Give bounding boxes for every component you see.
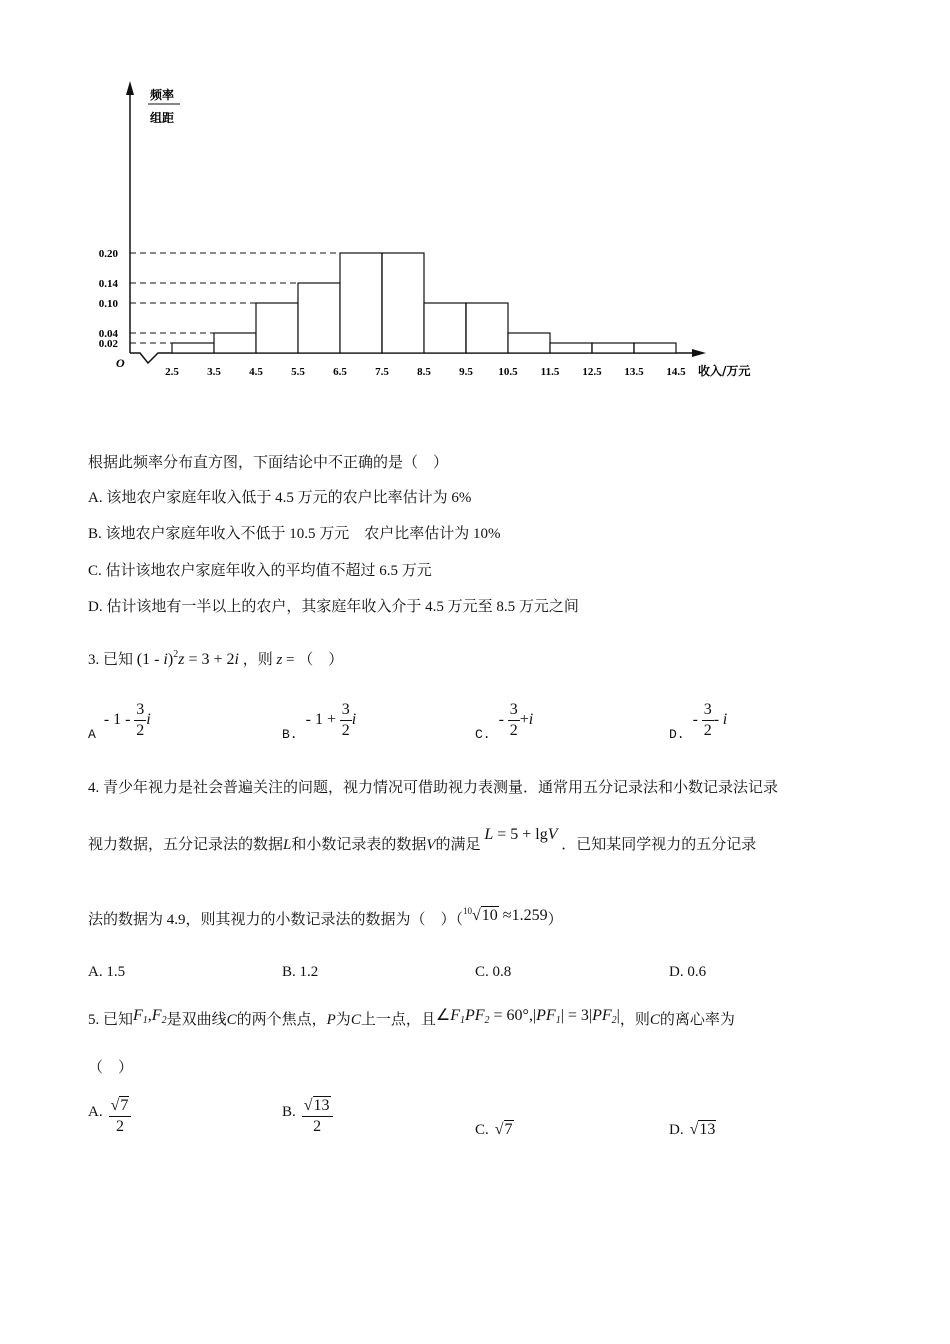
- q3-equals: = （ ）: [282, 652, 344, 668]
- q2-option-a: A. 该地农户家庭年收入低于 4.5 万元的农户比率估计为 6%: [88, 490, 472, 506]
- q4-option-a: A. 1.5: [88, 964, 126, 980]
- q4-line1: 4. 青少年视力是社会普遍关注的问题，视力情况可借助视力表测量．通常用五分记录法和小数记录法记录: [88, 780, 779, 796]
- q3-option-c: C.- $\frac{3}{2}$ +i: [475, 701, 534, 742]
- q4-line2: 视力数据，五分记录法的数据L和小数记录表的数据V的满足 L = 5 + lgV ．已知某同学视力的五分记录: [88, 826, 757, 853]
- q5-paren: （ ）: [88, 1060, 134, 1076]
- x-axis-label: 收入/万元: [698, 364, 751, 378]
- x-tick-label: 3.5: [207, 366, 221, 378]
- histogram-bar-1: [172, 343, 214, 353]
- histogram-bar-2: [214, 333, 256, 353]
- histogram-bar-10: [550, 343, 592, 353]
- q4-option-c: C. 0.8: [475, 964, 512, 980]
- y-tick-label: 0.02: [98, 338, 118, 350]
- histogram-bar-4: [298, 283, 340, 353]
- q3-equation: (1 - i)$^2$z = 3 + 2i: [136, 649, 239, 668]
- q4-option-b: B. 1.2: [282, 964, 319, 980]
- x-tick-label: 11.5: [540, 366, 560, 378]
- q5-option-c: C. √7: [475, 1121, 513, 1138]
- q3-z: z: [276, 652, 283, 668]
- histogram-bar-6: [382, 253, 424, 353]
- q2-option-d: D. 估计该地有一半以上的农户，其家庭年收入介于 4.5 万元至 8.5 万元之间: [88, 599, 579, 615]
- x-axis-arrow: [692, 349, 706, 357]
- q5-option-b: B. $\frac{√13}{2}$: [282, 1096, 333, 1137]
- histogram-bar-9: [508, 333, 550, 353]
- x-tick-label: 13.5: [624, 366, 644, 378]
- x-tick-label: 5.5: [291, 366, 305, 378]
- x-tick-label: 14.5: [666, 366, 686, 378]
- origin-label: O: [116, 356, 125, 370]
- x-tick-label: 12.5: [582, 366, 602, 378]
- x-tick-label: 10.5: [498, 366, 518, 378]
- q3-option-b: B.- 1 + $\frac{3}{2}$ i: [282, 701, 357, 742]
- q3-option-d: D.- $\frac{3}{2}$ - i: [669, 701, 728, 742]
- q3-stem: [88, 645, 343, 670]
- q4-formula: L = 5 + lgV: [484, 826, 558, 843]
- y-label-top: 频率: [150, 88, 175, 102]
- x-tick-label: 8.5: [417, 366, 431, 378]
- histogram-bar-5: [340, 253, 382, 353]
- y-label-bottom: 组距: [150, 111, 175, 125]
- x-tick-label: 9.5: [459, 366, 473, 378]
- q4-option-d: D. 0.6: [669, 964, 707, 980]
- q4-line3: 法的数据为 4.9，则其视力的小数记录法的数据为（ ）（$^{10}$√10 ≈1.259）: [88, 906, 563, 928]
- q5-stem: 5. 已知$F_1,F_2$是双曲线C的两个焦点，P为C上一点，且$\angle F_1PF_2 = 60^\circ,|PF_1| = 3|PF_2|$，则C的离心率为: [88, 1007, 735, 1028]
- q2-option-c: C. 估计该地农户家庭年收入的平均值不超过 6.5 万元: [88, 563, 432, 579]
- y-tick-label: 0.14: [98, 278, 118, 290]
- x-tick-label: 6.5: [333, 366, 347, 378]
- q2-option-b: B. 该地农户家庭年收入不低于 10.5 万元 农户比率估计为 10%: [88, 526, 501, 542]
- y-tick-label: 0.10: [98, 298, 118, 310]
- x-tick-label: 2.5: [165, 366, 179, 378]
- histogram-bar-3: [256, 303, 298, 353]
- histogram-bar-12: [634, 343, 676, 353]
- x-tick-label: 7.5: [375, 366, 389, 378]
- histogram-bar-8: [466, 303, 508, 353]
- y-axis-arrow: [126, 81, 134, 95]
- q3-number: 3. 已知: [88, 652, 134, 668]
- q3-option-a: A- 1 - $\frac{3}{2}$ i: [88, 701, 151, 742]
- q5-option-a: A. $\frac{√7}{2}$: [88, 1096, 131, 1137]
- y-tick-label: 0.20: [98, 248, 118, 260]
- q2-stem: 根据此频率分布直方图，下面结论中不正确的是（ ）: [88, 455, 449, 471]
- frequency-histogram: [80, 75, 780, 395]
- q5-option-d: D. √13: [669, 1121, 716, 1138]
- histogram-bars: [130, 253, 676, 353]
- x-tick-label: 4.5: [249, 366, 263, 378]
- q5-condition: $\angle F_1PF_2 = 60^\circ,|PF_1| = 3|PF_2|$: [435, 1007, 620, 1026]
- x-axis: [130, 353, 694, 363]
- histogram-bar-11: [592, 343, 634, 353]
- histogram-bar-7: [424, 303, 466, 353]
- y-tick-label: 0.04: [98, 328, 118, 340]
- q3-tail: ，则: [242, 652, 273, 668]
